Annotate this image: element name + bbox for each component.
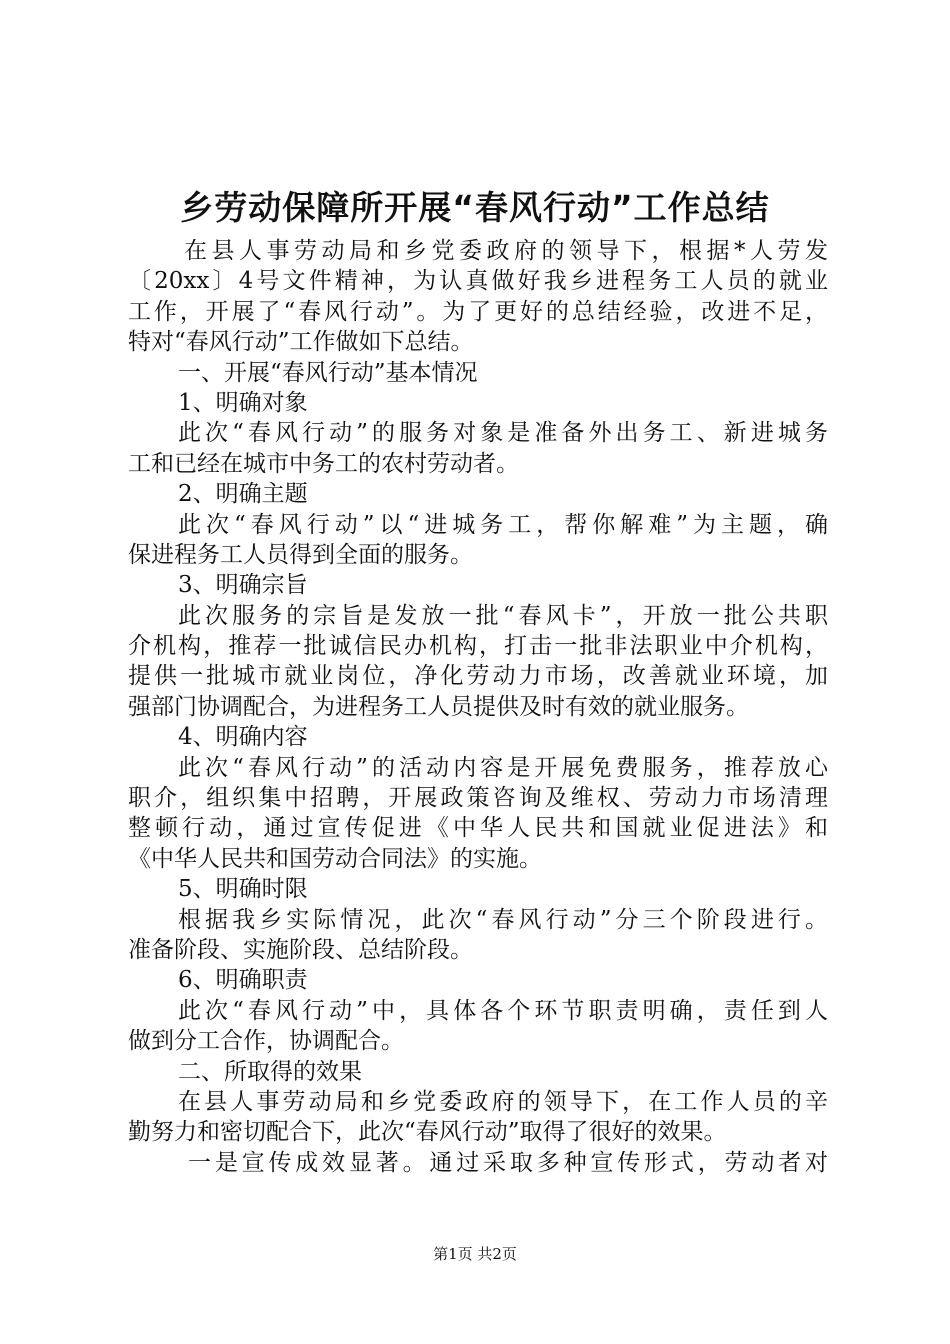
body-line: 勤努力和密切配合下，此次“春风行动”取得了很好的效果。 [128, 1119, 727, 1146]
section-heading: 一、开展“春风行动”基本情况 [178, 359, 478, 386]
subsection-heading: 6、明确职责 [178, 967, 308, 994]
document-title: 乡劳动保障所开展“春风行动”工作总结 [180, 188, 770, 227]
body-line: 做到分工合作，协调配合。 [128, 1028, 404, 1055]
body-line: 一是宣传成效显著。通过采取多种宣传形式，劳动者对 [188, 1149, 828, 1176]
subsection-heading: 4、明确内容 [178, 724, 308, 751]
body-line: 〔20xx〕4号文件精神，为认真做好我乡进程务工人员的就业 [128, 268, 828, 295]
body-line: 工和已经在城市中务工的农村劳动者。 [128, 450, 519, 477]
section-heading: 二、所取得的效果 [178, 1058, 362, 1085]
subsection-heading: 5、明确时限 [178, 876, 308, 903]
page-footer: 第1页 共2页 [433, 1245, 517, 1263]
body-line: 在县人事劳动局和乡党委政府的领导下，根据*人劳发 [184, 238, 828, 264]
body-line: 整顿行动，通过宣传促进《中华人民共和国就业促进法》和 [128, 815, 828, 842]
body-line: 此次“春风行动”以“进城务工，帮你解难”为主题，确 [178, 511, 828, 538]
body-line: 在县人事劳动局和乡党委政府的领导下，在工作人员的辛 [178, 1088, 828, 1115]
body-line: 特对“春风行动”工作做如下总结。 [128, 329, 474, 356]
body-line: 此次“春风行动”中，具体各个环节职责明确，责任到人 [178, 997, 828, 1024]
document-body [128, 236, 828, 1178]
body-line: 此次服务的宗旨是发放一批“春风卡”，开放一批公共职 [178, 602, 828, 629]
subsection-heading: 2、明确主题 [178, 481, 308, 508]
body-line: 根据我乡实际情况，此次“春风行动”分三个阶段进行。 [178, 906, 828, 933]
body-line: 强部门协调配合，为进程务工人员提供及时有效的就业服务。 [128, 693, 749, 720]
body-line: 准备阶段、实施阶段、总结阶段。 [128, 936, 473, 963]
body-line: 工作，开展了“春风行动”。为了更好的总结经验，改进不足， [128, 298, 828, 325]
subsection-heading: 1、明确对象 [178, 389, 308, 416]
body-line: 此次“春风行动”的服务对象是准备外出务工、新进城务 [178, 420, 828, 447]
body-line: 保进程务工人员得到全面的服务。 [128, 541, 473, 568]
body-line: 职介，组织集中招聘，开展政策咨询及维权、劳动力市场清理 [128, 785, 828, 812]
body-line: 此次“春风行动”的活动内容是开展免费服务，推荐放心 [178, 754, 828, 781]
body-line: 《中华人民共和国劳动合同法》的实施。 [128, 845, 542, 872]
subsection-heading: 3、明确宗旨 [178, 572, 308, 599]
body-line: 介机构，推荐一批诚信民办机构，打击一批非法职业中介机构， [128, 633, 828, 660]
body-line: 提供一批城市就业岗位，净化劳动力市场，改善就业环境，加 [128, 663, 828, 690]
